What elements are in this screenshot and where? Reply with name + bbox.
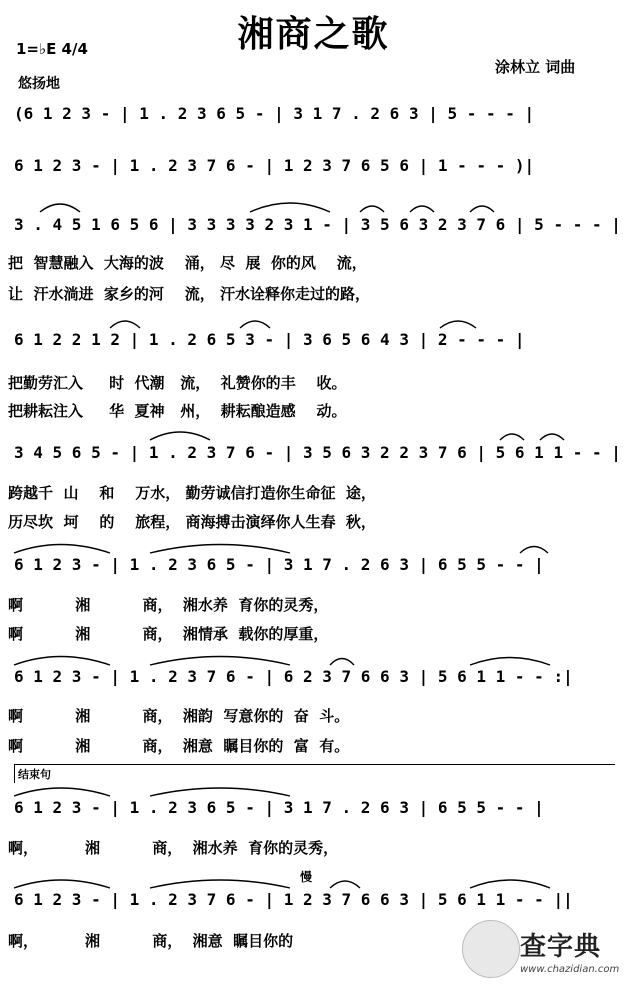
watermark-text: 查字典 bbox=[520, 932, 602, 962]
lyric-line: 啊 湘 商， 湘韵 写意你的 奋 斗。 bbox=[8, 707, 350, 725]
slur bbox=[470, 206, 494, 212]
lyric-line: 跨越千 山 和 万水， 勤劳诚信打造你生命征 途， bbox=[8, 484, 376, 502]
slur bbox=[520, 547, 548, 554]
credits: 涂林立 词曲 bbox=[495, 58, 576, 76]
slur bbox=[470, 658, 550, 666]
notation-line: 6 1 2 2 1 2 | 1 . 2 6 5 3 - | 3 6 5 6 4 3 | 2 - - - | bbox=[14, 330, 525, 349]
slur bbox=[150, 880, 290, 888]
notation-line: (6 1 2 3 - | 1 . 2 3 6 5 - | 3 1 7 . 2 6 3 | 5 - - - | bbox=[14, 104, 535, 123]
watermark-url: www.chazidian.com bbox=[520, 964, 620, 975]
lyric-line: 啊， 湘 商， 湘水养 育你的灵秀， bbox=[8, 839, 339, 857]
notation-line: 6 1 2 3 - | 1 . 2 3 7 6 - | 1 2 3 7 6 6 3 | 5 6 1 1 - - || bbox=[14, 890, 573, 909]
song-title: 湘商之歌 bbox=[237, 13, 390, 55]
lyric-line: 啊 湘 商， 湘水养 育你的灵秀， bbox=[8, 596, 329, 614]
slur bbox=[470, 880, 550, 888]
slur bbox=[14, 545, 110, 554]
slur bbox=[330, 881, 360, 888]
slur bbox=[150, 432, 210, 440]
key-signature: 1=♭E 4/4 bbox=[16, 40, 88, 58]
slur bbox=[360, 206, 384, 212]
lyric-line: 啊 湘 商， 湘情承 载你的厚重， bbox=[8, 625, 329, 643]
slur bbox=[240, 321, 270, 328]
lyric-line: 让 汗水淌进 家乡的河 流， 汗水诠释你走过的路， bbox=[8, 285, 371, 303]
slur bbox=[410, 206, 434, 212]
notation-line: 6 1 2 3 - | 1 . 2 3 7 6 - | 6 2 3 7 6 6 3 | 5 6 1 1 - - :| bbox=[14, 667, 573, 686]
lyric-line: 啊， 湘 商， 湘意 瞩目你的 bbox=[8, 932, 294, 950]
slur bbox=[540, 434, 564, 440]
watermark-logo-icon bbox=[462, 920, 520, 978]
notation-line: 6 1 2 3 - | 1 . 2 3 6 5 - | 3 1 7 . 2 6 3 | 6 5 5 - - | bbox=[14, 798, 544, 817]
lyric-line: 把耕耘注入 华 夏神 州， 耕耘酿造感 动。 bbox=[8, 402, 347, 420]
slur bbox=[440, 321, 476, 328]
slur bbox=[150, 657, 290, 666]
lyric-line: 把勤劳汇入 时 代潮 流， 礼赞你的丰 收。 bbox=[8, 374, 347, 392]
slur bbox=[14, 788, 110, 796]
slur bbox=[500, 434, 524, 440]
slow-marking: 慢 bbox=[300, 870, 313, 884]
slur bbox=[14, 880, 110, 888]
slur bbox=[150, 788, 290, 796]
notation-line: 6 1 2 3 - | 1 . 2 3 7 6 - | 1 2 3 7 6 5 6 | 1 - - - )| bbox=[14, 156, 535, 175]
notation-line: 3 . 4 5 1 6 5 6 | 3 3 3 3 2 3 1 - | 3 5 6 3 2 3 7 6 | 5 - - - | bbox=[14, 215, 621, 234]
slur bbox=[330, 659, 354, 666]
notation-line: 3 4 5 6 5 - | 1 . 2 3 7 6 - | 3 5 6 3 2 2 3 7 6 | 5 6 1 1 - - | bbox=[14, 443, 621, 462]
slur bbox=[250, 203, 330, 212]
lyric-line: 历尽坎 坷 的 旅程， 商海搏击演绎你人生春 秋， bbox=[8, 513, 376, 531]
slur bbox=[150, 545, 290, 554]
slur bbox=[14, 657, 110, 666]
watermark bbox=[462, 920, 622, 982]
notation-line: 6 1 2 3 - | 1 . 2 3 6 5 - | 3 1 7 . 2 6 3 | 6 5 5 - - | bbox=[14, 555, 544, 574]
ending-label: 结束句 bbox=[18, 768, 51, 781]
slur bbox=[110, 321, 140, 328]
tempo-marking: 悠扬地 bbox=[18, 76, 60, 92]
lyric-line: 啊 湘 商， 湘意 瞩目你的 富 有。 bbox=[8, 737, 350, 755]
slur bbox=[40, 204, 80, 212]
lyric-line: 把 智慧融入 大海的波 涌， 尽 展 你的风 流， bbox=[8, 254, 367, 272]
